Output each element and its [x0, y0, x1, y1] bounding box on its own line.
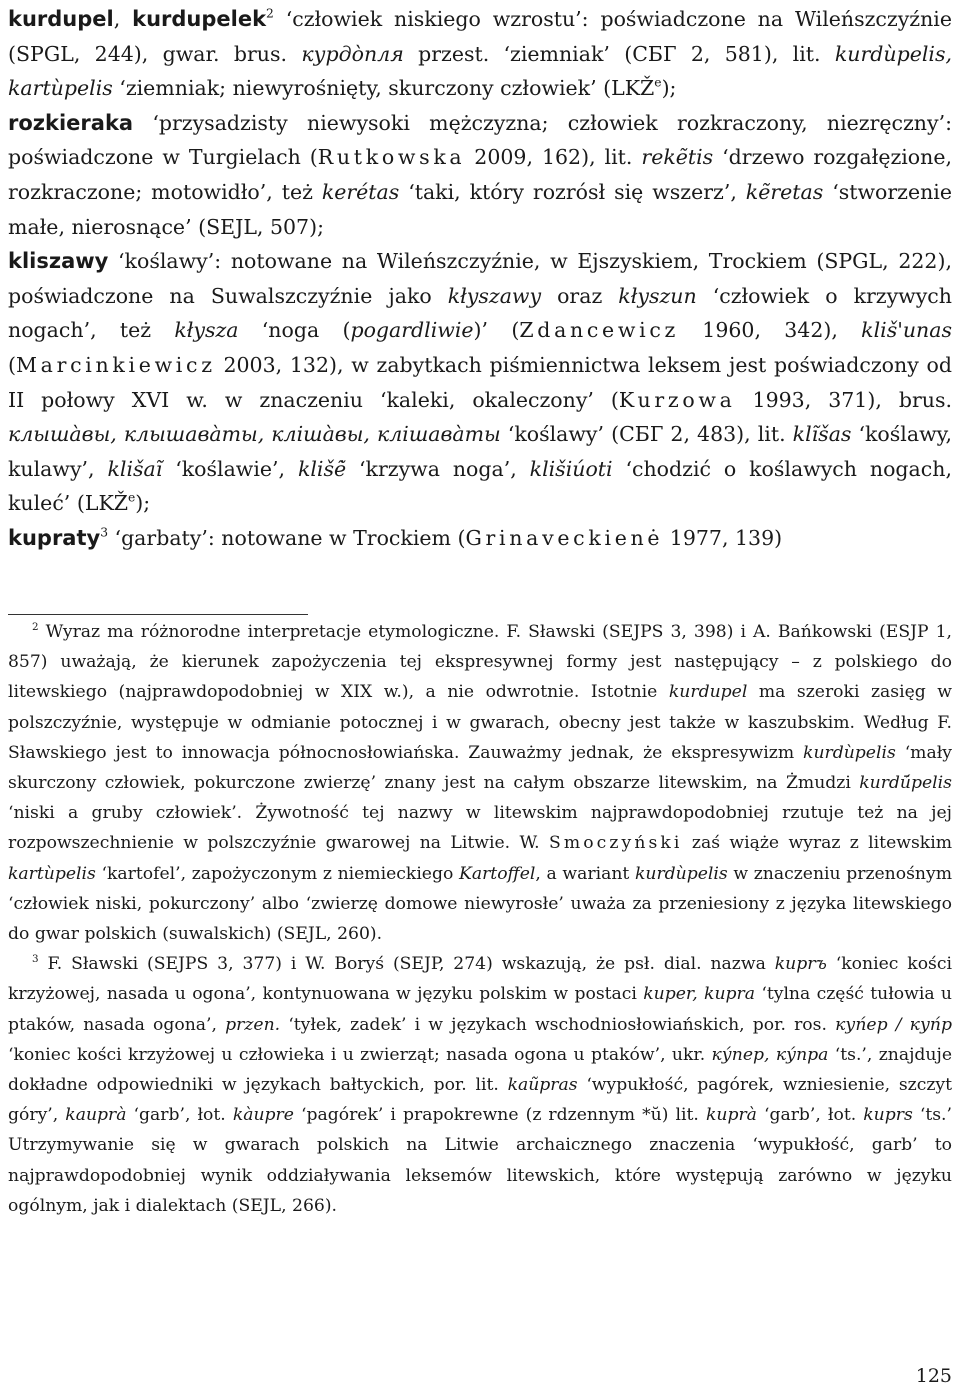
text-segment: , a wariant: [535, 863, 635, 884]
author-name: Marcinkiewicz: [16, 352, 216, 377]
cited-form: kurdùpelis: [803, 742, 896, 763]
cited-form: клыша̀вы, клышава̀ты, клiша̀вы, клiшава̀ты: [8, 422, 501, 447]
cited-form: ку́пер, ку́пра: [711, 1044, 829, 1065]
text-segment: ‘koślawy’: notowane na Wileńszczyźnie, w Ejszyskiem, Trockiem (SPGL, 222), poświadczone na Suwalszczyźnie jako: [8, 249, 952, 308]
cited-form: kłyszun: [618, 283, 697, 308]
text-segment: ‘przysadzisty niewysoki mężczyzna; człowiek rozkraczony, niezręczny’: poświadczone w Turgielach (: [8, 110, 952, 170]
footnote-ref[interactable]: 2: [266, 6, 274, 21]
headword: kurdupel: [8, 7, 114, 31]
author-name: Kurzowa: [618, 387, 736, 412]
text-segment: Wyraz ma różnorodne interpretacje etymologiczne. F. Sławski (SEJPS 3, 398) i A. Bańkowski (ESJP 1, 857) uważają, że kierunek zapożyczenia tej ekspresywnej formy jest następujący – z polskiego do litewskiego (najprawdopodobniej w XIX w.), a nie odwrotnie. Istotnie: [8, 622, 952, 703]
text-segment: ‘garbaty’: notowane w Trockiem (: [108, 525, 466, 550]
text-segment: ‘mały skurczony człowiek, pokurczone zwierzę’ znany jest na całym obszarze litewskim, na Żmudzi: [8, 742, 952, 794]
footnote-2: [8, 617, 952, 949]
text-segment: 2003, 132), w zabytkach piśmiennictwa leksem jest poświadczony od II połowy XVI w. w znaczeniu ‘kaleki, okaleczony’ (: [8, 352, 952, 412]
footnote-ref[interactable]: 3: [100, 525, 109, 540]
text-segment: ‘stworzenie małe, nierosnące’ (SEJL, 507);: [8, 179, 952, 239]
cited-form: kurdùpelis, kartùpelis: [8, 41, 953, 101]
cited-form: kurdupel: [668, 682, 748, 703]
cited-form: kauprà: [65, 1105, 127, 1126]
text-segment: ‘koślawie’,: [162, 456, 298, 481]
cited-form: kartùpelis: [8, 863, 96, 884]
text-segment: ‘człowiek niskiego wzrostu’: poświadczone na Wileńszczyźnie (SPGL, 244), gwar. brus.: [8, 7, 952, 66]
cited-form: kłyszawy: [447, 283, 542, 308]
text-segment: ‘koniec kości krzyżowej u człowieka i u zwierząt; nasada ogona u ptaków’, ukr.: [8, 1044, 712, 1065]
cited-form: przen.: [225, 1014, 281, 1035]
text-segment: zaś wiąże wyraz z litewskim: [682, 833, 952, 854]
text-segment: ‘taki, który rozrósł się wszerz’,: [399, 179, 746, 204]
text-segment: ‘człowiek o krzywych nogach’, też: [8, 283, 952, 343]
text-segment: ‘koniec kości krzyżowej, nasada u ogona’, kontynuowana w języku polskim w postaci: [8, 954, 952, 1005]
cited-form: klišiúoti: [529, 456, 613, 481]
text-segment: );: [661, 76, 677, 101]
cited-form: kuprà: [705, 1105, 757, 1126]
entry-kupraty: [8, 521, 952, 556]
footnote-number: 2: [32, 620, 39, 633]
text-segment: przest. ‘ziemniak’ (СБГ 2, 581), lit.: [403, 41, 835, 66]
text-segment: 1960, 342),: [679, 318, 862, 343]
cited-form: Kartoffel: [458, 863, 536, 884]
text-segment: ‘pagórek’ i prapokrewne (z rdzennym *ŭ) lit.: [293, 1105, 706, 1126]
text-segment: ‘garb’, łot.: [756, 1105, 864, 1126]
text-segment: ‘tyłek, zadek’ i w językach wschodniosłowiańskich, por. ros.: [280, 1014, 836, 1035]
text-segment: );: [135, 491, 151, 516]
cited-form: klišaĩ: [107, 456, 163, 481]
cited-form: kerétas: [321, 179, 400, 204]
entry-kliszawy: [8, 244, 952, 521]
cited-form: kàupre: [232, 1105, 294, 1126]
text-segment: ‘drzewo rozgałęzione, rozkraczone; motowidło’, też: [8, 145, 953, 204]
text-segment: ‘noga (: [238, 318, 351, 343]
text-segment: 2009, 162), lit.: [465, 145, 642, 170]
text-segment: oraz: [541, 283, 619, 308]
cited-form: курдо̀пля: [301, 41, 404, 66]
headword: rozkieraka: [8, 110, 134, 135]
text-segment: ‘krzywa noga’,: [346, 456, 530, 481]
headword: kliszawy: [8, 249, 109, 274]
text-segment: ‘niski a gruby człowiek’. Żywotność tej nazwy w litewskim najprawdopodobniej rzutuje też na jej rozpowszechnienie w polszczyźnie gwarowej na Litwie. W.: [8, 803, 952, 854]
text-segment: ‘garb’, łot.: [126, 1105, 233, 1126]
text-segment: ma szeroki zasięg w polszczyźnie, występuje w odmianie potocznej i w gwarach, obecny jest także w kaszubskim. Według F. Sławskiego jest to innowacja północnosłowiańska. Zauważmy jednak, że ekspresywizm: [8, 682, 952, 763]
cited-form: kłysza: [174, 318, 239, 343]
text-segment: 1977, 139): [663, 525, 783, 550]
text-segment: ,: [113, 7, 133, 31]
text-segment: w znaczeniu przenośnym ‘człowiek niski, pokurczony’ albo ‘zwierzę domowe niewyrosłe’ uważa za przeniesiony z języka litewskiego do gwar polskich (suwalskich) (SEJL, 260).: [8, 863, 952, 945]
text-segment: ‘koślawy’ (СБГ 2, 483), lit.: [500, 422, 793, 447]
text-segment: ‘chodzić o koślawych nogach, kuleć’ (LKŽ: [8, 456, 952, 516]
cited-form: pogardliwie: [350, 318, 474, 343]
headword: kupraty: [8, 525, 101, 550]
entry-kurdupel: [8, 2, 952, 106]
text-segment: ‘koślawy, kulawy’,: [8, 422, 952, 481]
cited-form: kurdū́pelis: [859, 773, 952, 794]
superscript: e: [128, 490, 136, 505]
text-segment: ‘wypukłość, pagórek, wzniesienie, szczyt góry’,: [8, 1075, 952, 1126]
text-segment: 1993, 371), brus.: [735, 387, 952, 412]
text-segment: ‘ts.’, znajduje dokładne odpowiedniki w językach bałtyckich, por. lit.: [8, 1044, 952, 1096]
text-segment: ‘kartofel’, zapożyczonym z niemieckiego: [95, 863, 459, 884]
author-name: Rutkowska: [317, 145, 466, 170]
text-segment: ‘ts.’ Utrzymywanie się w gwarach polskich na Litwie archaicznego znaczenia ‘wypukłość, garb’ to najprawdopodobniej wynik oddziaływania leksemów litewskich, które występują zarówno w języku ogólnym, jak i dialektach (SEJL, 266).: [8, 1105, 952, 1216]
cited-form: kliš'unas: [861, 318, 952, 343]
cited-form: kurdùpelis: [634, 863, 728, 884]
cited-form: kẽretas: [745, 179, 824, 204]
headword-variant: kurdupelek: [132, 7, 267, 31]
cited-form: rekẽtis: [641, 145, 714, 170]
text-segment: ‘tylna część tułowia u ptaków, nasada ogona’,: [8, 984, 953, 1035]
author-name: Zdancewicz: [519, 318, 680, 343]
text-segment: (: [8, 352, 16, 377]
cited-form: kuprъ: [774, 954, 827, 975]
superscript: e: [654, 75, 662, 90]
cited-form: klı̃šas: [792, 422, 852, 447]
author-name: Grinaveckienė: [465, 525, 664, 550]
text-segment: F. Sławski (SEJPS 3, 377) i W. Boryś (SEJP, 274) wskazują, że psł. dial. nazwa: [38, 954, 775, 975]
text-segment: ‘ziemniak; niewyrośnięty, skurczony człowiek’ (LKŽ: [112, 76, 655, 101]
cited-form: kuprs: [863, 1105, 913, 1126]
footnote-number: 3: [32, 953, 39, 966]
cited-form: kaũpras: [507, 1075, 578, 1096]
footnotes: [8, 617, 952, 1221]
text-segment: )’ (: [473, 318, 520, 343]
cited-form: kuper, kupra: [643, 984, 756, 1005]
cited-form: klišė̃: [297, 456, 347, 481]
footnote-3: [8, 949, 952, 1221]
main-text: [8, 2, 952, 556]
document-page: [8, 0, 952, 1393]
cited-form: куп́ер / куп́р: [835, 1014, 952, 1035]
author-name: Smoczyński: [548, 833, 683, 854]
footnote-separator: [8, 614, 308, 615]
entry-rozkieraka: [8, 106, 952, 244]
page-number: 125: [915, 1365, 952, 1387]
